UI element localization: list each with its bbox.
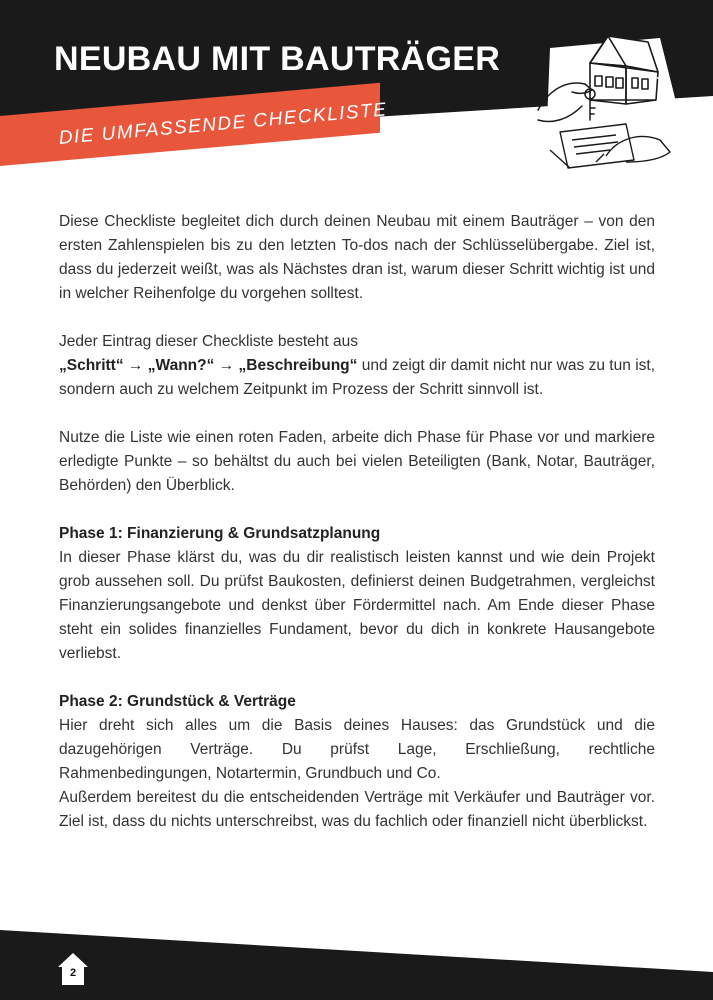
phase-1-section xyxy=(59,522,655,666)
page-subtitle: DIE UMFASSENDE CHECKLISTE xyxy=(58,99,389,149)
main-content xyxy=(59,210,655,834)
phase-2-text-continued: Außerdem bereitest du die entscheidenden Verträge mit Verkäufer und Bauträger vor. Ziel ist, dass du nichts unterschreibst, was du fachlich oder finanziell nicht überblickst. xyxy=(59,789,655,830)
structure-paragraph xyxy=(59,330,655,402)
structure-rest: und zeigt dir damit nicht nur was zu tun ist, sondern auch zu welchem Zeitpunkt im Prozess der Schritt sinnvoll ist. xyxy=(59,357,655,398)
structure-steps: „Schritt“ → „Wann?“ → „Beschreibung“ xyxy=(59,357,358,374)
page-number: 2 xyxy=(69,967,77,979)
phase-1-title: Phase 1: Finanzierung & Grundsatzplanung xyxy=(59,525,381,542)
footer-background xyxy=(0,930,713,1000)
intro-paragraph: Diese Checkliste begleitet dich durch deinen Neubau mit einem Bauträger – von den ersten Zahlenspielen bis zu den letzten To-dos nach der Schlüsselübergabe. Ziel ist, dass du jederzeit weißt, was als Nächstes dran ist, warum dieser Schritt wichtig ist und in welcher Reihenfolge du vorgehen solltest. xyxy=(59,213,655,302)
house-key-contract-illustration xyxy=(530,28,680,178)
phase-2-title: Phase 2: Grundstück & Verträge xyxy=(59,693,296,710)
phase-2-section xyxy=(59,690,655,834)
phase-1-text: In dieser Phase klärst du, was du dir realistisch leisten kannst und wie dein Projekt grob aussehen soll. Du prüfst Baukosten, definierst deinen Budgetrahmen, vergleichst Finanzierungsangebote und denkst über Fördermittel nach. Am Ende dieser Phase steht ein solides finanzielles Fundament, bevor du dich in konkrete Hausangebote verliebst. xyxy=(59,549,655,662)
phase-2-text: Hier dreht sich alles um die Basis deines Hauses: das Grundstück und die dazugehörigen Verträge. Du prüfst Lage, Erschließung, rechtliche Rahmenbedingungen, Notartermin, Grundbuch und Co. xyxy=(59,717,655,782)
structure-lead: Jeder Eintrag dieser Checkliste besteht aus xyxy=(59,333,358,350)
page-title: NEUBAU MIT BAUTRÄGER xyxy=(54,40,501,78)
usage-paragraph: Nutze die Liste wie einen roten Faden, arbeite dich Phase für Phase vor und markiere erledigte Punkte – so behältst du auch bei vielen Beteiligten (Bank, Notar, Bauträger, Behörden) den Überblick. xyxy=(59,429,655,494)
